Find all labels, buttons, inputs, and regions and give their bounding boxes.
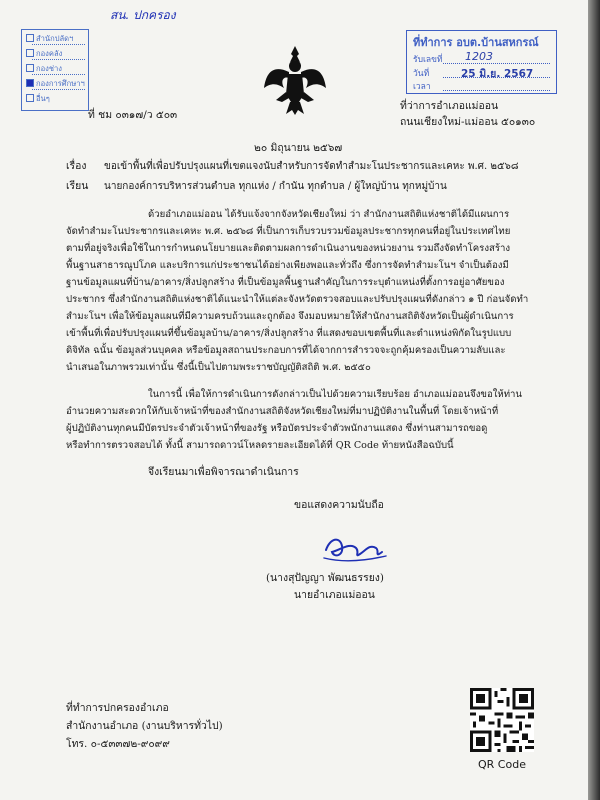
routing-box xyxy=(21,29,89,111)
body-line: อำนวยความสะดวกให้กับเจ้าหน้าที่ของสำนักงานสถิติจังหวัดเชียงใหม่ที่มาปฏิบัติงานในพื้นที่ โดยเจ้าหน้าที่ xyxy=(66,406,499,417)
body-line: ฐานข้อมูลแผนที่บ้าน/อาคาร/สิ่งปลูกสร้าง ที่เป็นข้อมูลพื้นฐานสำคัญในการระบุตำแหน่งที่ตั้งการอยู่อาศัยของ xyxy=(66,277,505,288)
stamp-time-label: เวลา xyxy=(413,82,431,92)
body-line: พื้นฐานสาธารณูปโภค และบริการแก่ประชาชนได้อย่างเพียงพอและทั่วถึง ซึ่งการจัดทำสำมะโนฯ จำเป็นต้องมี xyxy=(66,260,509,271)
garuda-emblem-icon xyxy=(262,44,328,116)
body-line: ประชากร ซึ่งสำนักงานสถิติแห่งชาติได้แนะนำให้แต่ละจังหวัดตรวจสอบและปรับปรุงแผนที่ดังกล่าว ๑ ปี ก่อนจัดทำ xyxy=(66,294,529,305)
sender-office-line2: ถนนเชียงใหม่-แม่ออน ๕๐๑๓๐ xyxy=(400,116,536,128)
routing-item-checked: กองการศึกษาฯ xyxy=(26,78,85,90)
body-line: ด้วยอำเภอแม่ออน ได้รับแจ้งจากจังหวัดเชียงใหม่ ว่า สำนักงานสถิติแห่งชาติได้มีแผนการ xyxy=(148,209,510,220)
body-line: จัดทำสำมะโนประชากรและเคหะ พ.ศ. ๒๕๖๘ ที่เป็นการเก็บรวบรวมข้อมูลประชากรทุกคนที่อยู่ในประเทศไทย xyxy=(66,226,511,237)
footer-line: ที่ทำการปกครองอำเภอ xyxy=(66,702,169,714)
routing-item: สำนักปลัดฯ xyxy=(26,33,73,45)
stamp-date: 25 มิ.ย. 2567 xyxy=(461,68,534,80)
body-line: ดิจิทัล ฉนั้น ข้อมูลส่วนบุคคล หรือข้อมูลสถานประกอบการที่ได้จากการสำรวจจะถูกคุ้มครองเป็นความลับและ xyxy=(66,345,506,356)
stamp-date-label: วันที่ xyxy=(413,69,430,79)
routing-item: กองช่าง xyxy=(26,63,62,75)
subject-label: เรื่อง xyxy=(66,160,87,172)
qr-label: QR Code xyxy=(478,758,526,771)
body-line: เข้าพื้นที่เพื่อปรับปรุงแผนที่ขึ้นข้อมูลบ้าน/อาคาร/สิ่งปลูกสร้าง ที่แสดงขอบเขตพื้นที่และตำแหน่งพิกัดในรูปแบบ xyxy=(66,328,512,339)
body-line: หรือทำการตรวจสอบได้ ทั้งนี้ สามารถดาวน์โหลดรายละเอียดได้ที่ QR Code ท้ายหนังสือฉบับนี้ xyxy=(66,440,454,451)
stamp-title: ที่ทำการ อบต.บ้านสหกรณ์ xyxy=(413,36,539,49)
stamp-received-no-label: รับเลขที่ xyxy=(413,55,443,65)
closing-line: จึงเรียนมาเพื่อพิจารณาดำเนินการ xyxy=(148,466,299,478)
to-label: เรียน xyxy=(66,180,89,192)
body-line: ตามที่อยู่จริงเพื่อใช้ในการกำหนดนโยบายและติดตามผลการดำเนินงานของหน่วยงาน รวมถึงจัดทำโครงสร้าง xyxy=(66,243,511,254)
subject-text: ขอเข้าพื้นที่เพื่อปรับปรุงแผนที่เขตแจงนับสำหรับการจัดทำสำมะโนประชากรและเคหะ พ.ศ. ๒๕๖๘ xyxy=(104,161,519,172)
document-number: ที่ ชม ๐๓๑๗/ว ๕๐๓ xyxy=(88,109,178,121)
body-line: ในการนี้ เพื่อให้การดำเนินการดังกล่าวเป็นไปด้วยความเรียบร้อย อำเภอแม่ออนจึงขอให้ท่าน xyxy=(148,389,522,400)
handwritten-note: สน. ปกครอง xyxy=(110,8,176,22)
document-date: ๒๐ มิถุนายน ๒๕๖๗ xyxy=(254,142,343,154)
handwritten-signature xyxy=(320,528,390,568)
qr-code-icon xyxy=(470,688,534,752)
receipt-stamp xyxy=(406,30,557,94)
regards: ขอแสดงความนับถือ xyxy=(294,499,384,511)
sender-office-line1: ที่ว่าการอำเภอแม่ออน xyxy=(400,100,499,112)
routing-item: กองคลัง xyxy=(26,48,62,60)
signer-name: (นางสุปัญญา พัฒนธรรยง) xyxy=(266,572,384,584)
signer-title: นายอำเภอแม่ออน xyxy=(294,589,375,601)
footer-phone: โทร. ๐-๕๓๓๗๒-๙๐๙๙ xyxy=(66,738,170,750)
routing-item: อื่นๆ xyxy=(26,93,50,105)
body-line: นำเสนอในภาพรวมเท่านั้น ซึ่งนี้เป็นไปตามพระราชบัญญัติสถิติ พ.ศ. ๒๕๕๐ xyxy=(66,362,371,373)
to-text: นายกองค์การบริหารส่วนตำบล ทุกแห่ง / กำนัน ทุกตำบล / ผู้ใหญ่บ้าน ทุกหมู่บ้าน xyxy=(104,181,447,192)
body-line: สำมะโนฯ เพื่อให้ข้อมูลแผนที่มีความครบถ้วนและถูกต้อง จึงมอบหมายให้สำนักงานสถิติจังหวัดเป็นผู้ดำเนินการ xyxy=(66,311,514,322)
body-line: ผู้ปฏิบัติงานทุกคนมีบัตรประจำตัวเจ้าหน้าที่ของรัฐ หรือบัตรประจำตัวพนักงานแสดง ซึ่งท่านสามารถขอดู xyxy=(66,423,488,434)
stamp-received-no: 1203 xyxy=(465,50,493,63)
background-edge xyxy=(588,0,600,800)
footer-line: สำนักงานอำเภอ (งานบริหารทั่วไป) xyxy=(66,720,223,732)
